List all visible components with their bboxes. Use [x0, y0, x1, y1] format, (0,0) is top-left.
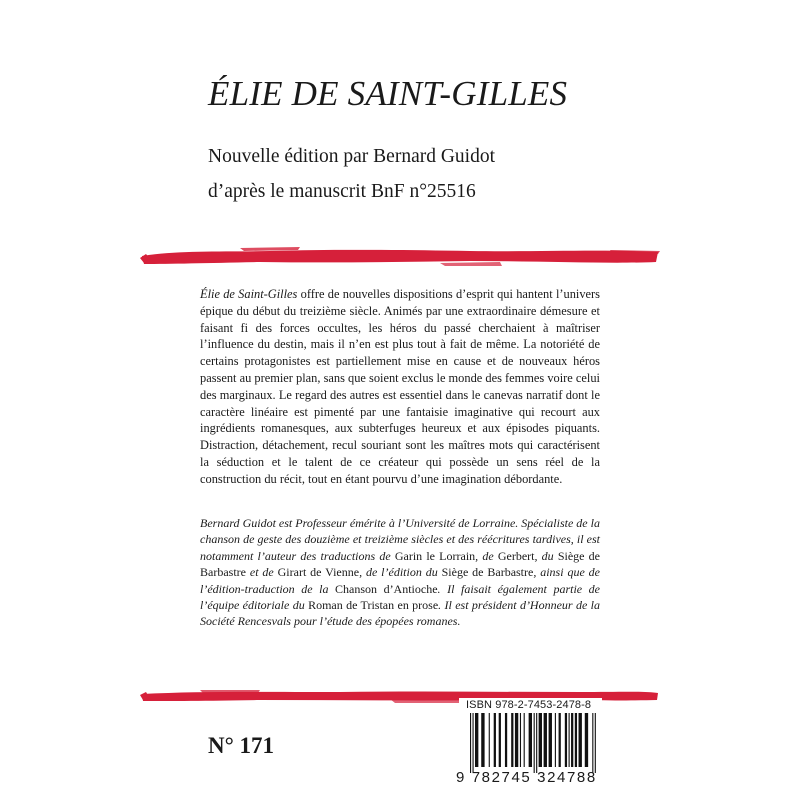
barcode-bar	[520, 713, 521, 767]
barcode-bar	[575, 713, 577, 767]
bio-text: Bernard Guidot est Professeur émérite à l’Université de Lorraine. Spécialiste de la chanson de geste des douzième et treizième siècles et des réécritures tardives, il est notamment l’auteur des traductions de	[200, 516, 600, 563]
barcode-bar	[544, 713, 547, 767]
barcode-bar	[565, 713, 567, 767]
bio-text: , de l’édition du	[359, 565, 442, 580]
barcode-bar	[515, 713, 518, 767]
bio-work-title: Girart de Vienne	[277, 565, 360, 580]
barcode-bar	[499, 713, 501, 767]
barcode-bar	[524, 713, 525, 767]
back-cover-blurb	[200, 286, 600, 488]
edition-line: Nouvelle édition par Bernard Guidot	[208, 146, 496, 167]
barcode-bar	[529, 713, 532, 767]
blurb-title-ref: Élie de Saint-Gilles	[200, 287, 298, 301]
barcode-bar	[571, 713, 573, 767]
barcode-digits: 9 782745 324788	[456, 769, 597, 786]
barcode-bar	[511, 713, 513, 767]
bio-text: , du	[534, 548, 558, 563]
bio-work-title: Siège de Barbastre	[441, 565, 534, 580]
bio-work-title: d’Antioche	[377, 581, 438, 596]
bio-text: . Il faisait également partie de l’équipe éditoriale du	[200, 581, 600, 613]
barcode-bar	[559, 713, 561, 767]
barcode-bar	[569, 713, 570, 767]
book-title: ÉLIE DE SAINT-GILLES	[208, 74, 568, 113]
barcode-bar	[505, 713, 507, 767]
barcode	[470, 713, 600, 775]
bio-work-title: Siège de Barbastre	[200, 548, 600, 580]
bio-text: . Il est président d’Honneur de la Société Rencesvals pour l’étude des épopées romanes.	[200, 598, 600, 629]
barcode-bar	[481, 713, 484, 767]
bio-text: et de	[245, 565, 278, 580]
barcode-bar	[536, 713, 537, 773]
bio-work-title: Roman de Tristan en prose	[308, 598, 439, 613]
bio-text: , de	[475, 548, 498, 563]
barcode-bar	[475, 713, 478, 767]
barcode-bar	[555, 713, 556, 767]
barcode-bar	[595, 713, 596, 773]
series-number: N° 171	[208, 733, 275, 758]
barcode-bar	[534, 713, 535, 773]
barcode-bar	[470, 713, 471, 773]
barcode-bar	[494, 713, 496, 767]
barcode-bar	[489, 713, 490, 767]
isbn-label: ISBN 978-2-7453-2478-8	[466, 699, 592, 711]
bio-work-title: Gerbert	[497, 548, 535, 563]
barcode-bar	[549, 713, 552, 767]
author-bio	[200, 515, 600, 630]
manuscript-line: d’après le manuscrit BnF n°25516	[208, 181, 476, 202]
bio-text: , ainsi que de l’édition-traduction de la	[200, 565, 600, 596]
barcode-bar	[592, 713, 593, 773]
barcode-bar	[585, 713, 588, 767]
barcode-bar	[473, 713, 474, 773]
blurb-text: offre de nouvelles dispositions d’esprit qui hantent l’univers épique du début du treizième siècle. Animés par une extraordinaire démesure et faisant fi des forces occultes, les héros du passé cherchaient à maîtriser l’influence du destin, mais il n’en est plus tout à fait de même. La notoriété de certains protagonistes est partiellement mise en cause et de nouveaux héros passent au premier plan, sans que soient exclus le monde des femmes voire celui des marginaux. Le regard des autres est essentiel dans le canevas narratif dont le caractère linéaire est pimenté par une fantaisie imaginative qui recourt aux ingrédients romanesques, aux subterfuges heureux et aux épisodes piquants. Distraction, détachement, recul souriant sont les maîtres mots qui caractérisent la séduction et le talent de ce créateur qui possède un sens réel de la construction du récit, tout en étant pourvu d’une imagination débordante.	[200, 287, 600, 486]
bio-work-title: Chanson	[335, 581, 377, 596]
red-brush-stroke-top	[140, 240, 660, 272]
bio-work-title: Garin le Lorrain	[394, 548, 476, 563]
barcode-bar	[579, 713, 582, 767]
barcode-bar	[539, 713, 542, 767]
